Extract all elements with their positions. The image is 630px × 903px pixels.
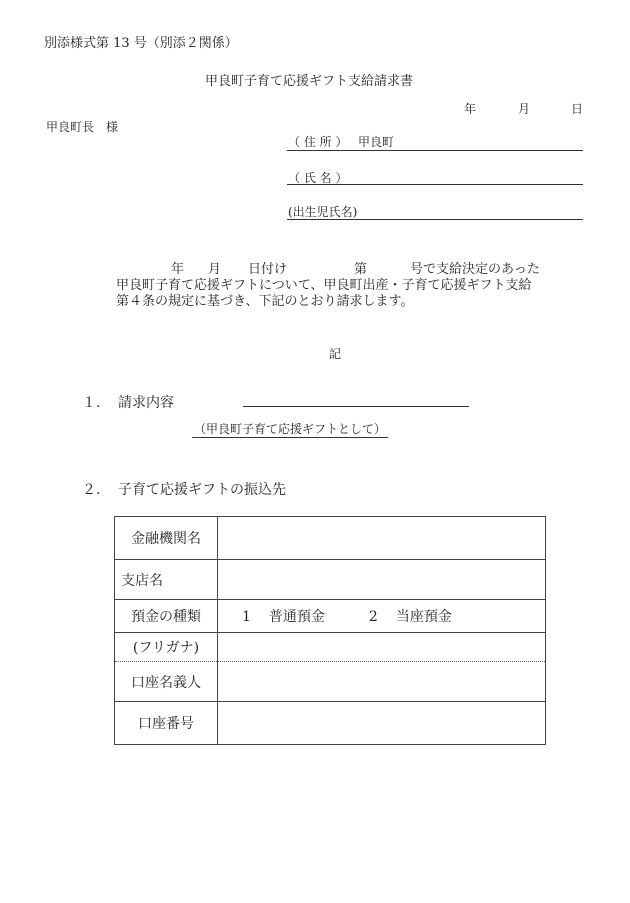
body-month: 月	[208, 262, 222, 277]
account-number-label: 口座番号	[115, 702, 218, 745]
claim-amount-line[interactable]	[243, 406, 469, 407]
table-row	[115, 633, 546, 662]
deposit-option-1[interactable]: 普通預金	[268, 609, 325, 625]
ki-heading: 記	[329, 347, 342, 361]
recipient: 甲良町長 様	[46, 120, 119, 134]
document-title: 甲良町子育て応援ギフト支給請求書	[205, 74, 414, 89]
section2-number: ２.	[82, 482, 101, 498]
section2-label: 子育て応援ギフトの振込先	[118, 482, 286, 498]
date-day-label: 日	[571, 102, 584, 116]
account-holder-label: 口座名義人	[115, 662, 218, 702]
table-row	[115, 662, 546, 702]
form-number: 別添様式第 13 号（別添２関係）	[44, 36, 238, 51]
name-field-line[interactable]	[287, 184, 583, 185]
table-row	[115, 600, 546, 633]
bank-account-table	[114, 516, 546, 745]
address-field-line[interactable]	[287, 150, 583, 151]
address-label: （ 住 所 ）	[288, 135, 348, 149]
deposit-type-label: 預金の種類	[115, 600, 218, 633]
date-year-label: 年	[464, 102, 477, 116]
furigana-cell[interactable]	[218, 633, 546, 662]
body-date-suffix: 日付け	[248, 262, 288, 277]
furigana-label: (フリガナ)	[115, 633, 218, 662]
section1-label: 請求内容	[118, 395, 174, 411]
name-label: （ 氏 名 ）	[288, 171, 348, 185]
section1-number: １.	[82, 395, 101, 411]
body-line2: 甲良町子育て応援ギフトについて、甲良町出産・子育て応援ギフト支給	[116, 278, 532, 293]
deposit-option-1-number: 1	[242, 609, 251, 625]
bank-name-label: 金融機関名	[115, 517, 218, 560]
table-row	[115, 702, 546, 745]
body-line1-rest: 号で支給決定のあった	[410, 262, 540, 277]
claim-note: （甲良町子育て応援ギフトとして）	[194, 422, 387, 436]
deposit-type-cell[interactable]	[218, 600, 546, 633]
table-row	[115, 517, 546, 560]
deposit-option-2[interactable]: 当座預金	[395, 609, 452, 625]
table-row	[115, 560, 546, 600]
body-no-prefix: 第	[354, 262, 368, 277]
branch-label: 支店名	[115, 560, 218, 600]
body-year: 年	[171, 262, 185, 277]
deposit-option-2-number: 2	[368, 609, 378, 625]
bank-name-cell[interactable]	[218, 517, 546, 560]
date-month-label: 月	[518, 102, 531, 116]
body-line3: 第４条の規定に基づき、下記のとおり請求します。	[116, 294, 414, 309]
account-holder-cell[interactable]	[218, 662, 546, 702]
branch-cell[interactable]	[218, 560, 546, 600]
child-name-label: (出生児氏名)	[288, 205, 358, 219]
account-number-cell[interactable]	[218, 702, 546, 745]
child-name-field-line[interactable]	[287, 219, 583, 220]
address-value: 甲良町	[358, 135, 395, 149]
